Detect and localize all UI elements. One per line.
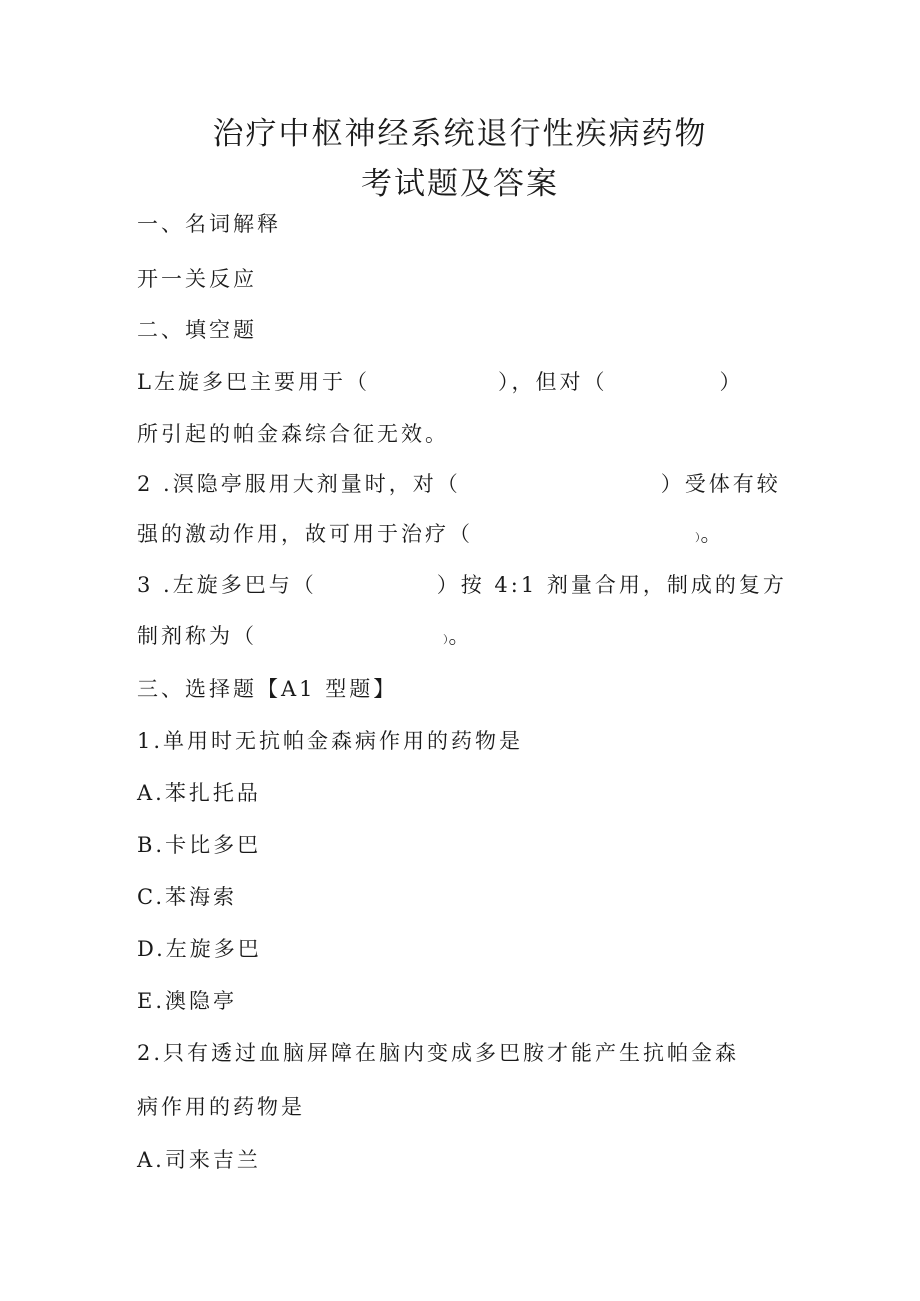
mc-q1-option-d: D.左旋多巴	[137, 937, 262, 961]
q3-text-part1: 3 .左旋多巴与（	[137, 573, 317, 597]
q2-text-part2: ）受体有较	[660, 472, 781, 496]
q3-text-part2: ）按 4:1 剂量合用，制成的复方	[436, 573, 787, 597]
fill-blank-q1-line2: 所引起的帕金森综合征无效。	[137, 422, 449, 446]
fill-blank-q2-line1	[137, 474, 781, 495]
mc-q1-option-b: B.卡比多巴	[137, 833, 262, 857]
q1-text-part1: L左旋多巴主要用于（	[137, 370, 370, 394]
section-heading-definitions: 一、名词解释	[137, 212, 281, 236]
q1-text-part3: ）	[719, 370, 744, 394]
document-title-line2: 考试题及答案	[361, 166, 559, 202]
mc-q2-option-a: A.司来吉兰	[137, 1148, 261, 1172]
definition-term: 开一关反应	[137, 267, 257, 291]
q2-close-paren: ）	[695, 531, 701, 544]
q2-period: 。	[700, 522, 725, 546]
q3-close-paren: ）	[443, 633, 449, 646]
q2-text-part1: 2 .溟隐亭服用大剂量时，对（	[137, 472, 461, 496]
mc-q2-stem-line2: 病作用的药物是	[137, 1095, 305, 1119]
mc-q1-option-c: C.苯海索	[137, 885, 237, 909]
section-heading-multiple-choice: 三、选择题【A1 型题】	[137, 677, 398, 701]
fill-blank-q2-line2	[137, 524, 725, 545]
fill-blank-q1-line1	[137, 372, 743, 393]
section-heading-fill-blank: 二、填空题	[137, 318, 257, 342]
q2-text-line2a: 强的激动作用，故可用于治疗（	[137, 522, 473, 546]
q1-text-part2: ），但对（	[497, 370, 608, 394]
q3-period: 。	[448, 624, 473, 648]
mc-q1-stem: 1.单用时无抗帕金森病作用的药物是	[137, 729, 524, 753]
fill-blank-q3-line1	[137, 575, 787, 596]
fill-blank-q3-line2	[137, 626, 473, 647]
mc-q2-stem-line1: 2.只有透过血脑屏障在脑内变成多巴胺才能产生抗帕金森	[137, 1041, 740, 1065]
document-title-line1: 治疗中枢神经系统退行性疾病药物	[212, 116, 708, 152]
mc-q1-option-e: E.澳隐亭	[137, 989, 238, 1013]
mc-q1-option-a: A.苯扎托品	[137, 781, 261, 805]
q3-text-line2a: 制剂称为（	[137, 624, 257, 648]
